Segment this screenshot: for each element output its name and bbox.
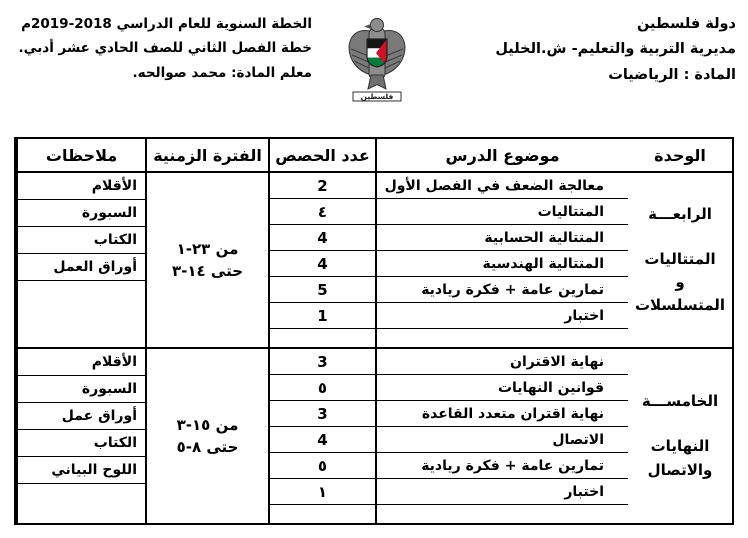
lesson-topics-column	[375, 349, 628, 523]
unit-line: الرابعـــة	[648, 204, 712, 223]
lesson-topics-column	[375, 173, 628, 347]
empty-cell	[18, 281, 145, 347]
plan-info-block	[12, 12, 312, 85]
time-period-cell	[145, 173, 268, 347]
column-header-notes: ملاحظات	[16, 139, 145, 171]
flag-shield-icon	[367, 39, 387, 67]
note-cell: السبورة	[18, 376, 145, 403]
periods-count-cell: ١	[270, 479, 375, 505]
lesson-topic-cell: الاتصال	[377, 427, 628, 453]
periods-count-cell: 3	[270, 401, 375, 427]
time-period-from: من ٢٣-١	[176, 240, 239, 258]
note-cell: أوراق العمل	[18, 254, 145, 281]
periods-count-cell: 4	[270, 225, 375, 251]
note-cell: اللوح البياني	[18, 457, 145, 484]
periods-count-cell: ٥	[270, 453, 375, 479]
unit-section-5	[16, 349, 732, 523]
lesson-topic-cell: المتتالية الحسابية	[377, 225, 628, 251]
lesson-topic-cell: المتتالية الهندسية	[377, 251, 628, 277]
lesson-topic-cell: تمارين عامة + فكرة ريادية	[377, 453, 628, 479]
column-header-periods: عدد الحصص	[268, 139, 375, 171]
time-period-to: حتى ١٤-٣	[171, 262, 244, 280]
empty-cell	[18, 484, 145, 523]
periods-count-cell: 3	[270, 349, 375, 375]
country-name: دولة فلسطين	[636, 16, 736, 32]
periods-count-column	[268, 173, 375, 347]
lesson-plan-table	[14, 137, 734, 525]
lesson-topic-cell: اختبار	[377, 479, 628, 505]
periods-count-cell: ٤	[270, 199, 375, 225]
lesson-topic-cell: نهاية اقتران متعدد القاعدة	[377, 401, 628, 427]
page-header	[12, 12, 736, 104]
note-cell: الكتاب	[18, 430, 145, 457]
periods-count-column	[268, 349, 375, 523]
unit-name-cell	[628, 349, 732, 523]
periods-count-cell: 1	[270, 303, 375, 329]
plan-subtitle: خطة الفصل الثاني للصف الحادي عشر أدبي.	[18, 40, 312, 57]
periods-count-cell: ٥	[270, 375, 375, 401]
time-period-to: حتى ٨-٥	[176, 438, 239, 456]
periods-count-cell: 2	[270, 173, 375, 199]
ministry-info-block	[441, 12, 736, 88]
note-cell: أوراق عمل	[18, 403, 145, 430]
note-cell: السبورة	[18, 200, 145, 227]
time-period-cell	[145, 349, 268, 523]
table-header-row	[16, 139, 732, 173]
periods-count-cell: 4	[270, 427, 375, 453]
unit-line: الخامســـة	[641, 392, 719, 411]
column-header-time: الفترة الزمنية	[145, 139, 268, 171]
time-period-from: من ١٥-٣	[176, 416, 239, 434]
note-cell: الكتاب	[18, 227, 145, 254]
unit-line: المتتاليات	[644, 249, 716, 268]
column-header-topic: موضوع الدرس	[375, 139, 628, 171]
eagle-emblem-graphic	[345, 12, 409, 104]
empty-cell	[377, 505, 628, 523]
lesson-topic-cell: اختبار	[377, 303, 628, 329]
teacher-name-line: معلم المادة: محمد صوالحه.	[132, 64, 312, 81]
subject-line: المادة : الرياضيات	[608, 66, 736, 83]
unit-line: المتسلسلات	[634, 296, 726, 315]
unit-line: والاتصال	[647, 460, 713, 479]
notes-column	[16, 349, 145, 523]
column-header-unit: الوحدة	[654, 145, 706, 165]
periods-count-cell: 4	[270, 251, 375, 277]
notes-column	[16, 173, 145, 347]
palestine-coat-of-arms-icon	[344, 12, 410, 104]
empty-cell	[377, 329, 628, 347]
unit-name-cell	[628, 173, 732, 347]
note-cell: الأقلام	[18, 173, 145, 200]
lesson-topic-cell: قوانين النهايات	[377, 375, 628, 401]
unit-line: النهايات	[650, 437, 710, 456]
lesson-topic-cell: معالجة الضعف في الفصل الأول	[377, 173, 628, 199]
unit-line: و	[675, 273, 685, 291]
emblem-banner-text: فلسطين	[360, 92, 393, 101]
lesson-topic-cell: تمارين عامة + فكرة ريادية	[377, 277, 628, 303]
empty-cell	[270, 505, 375, 523]
note-cell: الأقلام	[18, 349, 145, 376]
unit-section-4	[16, 173, 732, 349]
periods-count-cell: 5	[270, 277, 375, 303]
plan-title: الخطة السنوية للعام الدراسي 2018-2019م	[21, 16, 312, 32]
directorate-name: مديرية التربية والتعليم- ش.الخليل	[495, 41, 736, 58]
lesson-topic-cell: المتتاليات	[377, 199, 628, 225]
empty-cell	[270, 329, 375, 347]
lesson-topic-cell: نهاية الاقتران	[377, 349, 628, 375]
